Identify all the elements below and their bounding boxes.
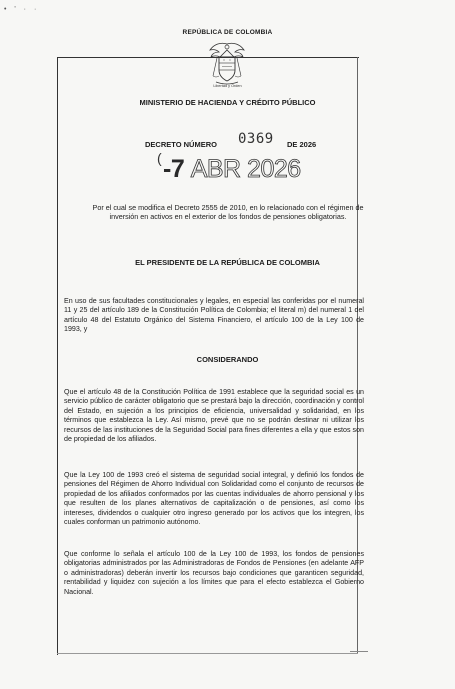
frame-bottom-edge bbox=[57, 653, 358, 654]
page-end-mark bbox=[350, 651, 368, 652]
considerando-paragraph-2: Que la Ley 100 de 1993 creó el sistema de seguridad social integral, y definió los fondos de pensiones del Régimen de Ahorro Individual con Solidaridad como el conjunto de recursos de propiedad de los afiliados conformados por las cuentas individuales de ahorro pensional y los que resulten de los planes alternativos de capitalización o de pensiones, así como los intereses, dividendos o cualquier otro ingreso generado por los activos que los integren, los cuales conforman un patrimonio autónomo. bbox=[64, 471, 364, 527]
considerando-paragraph-3: Que conforme lo señala el artículo 100 de la Ley 100 de 1993, los fondos de pensiones obligatorias administrados por las Administradoras de Fondos de Pensiones (en adelante AFP o administradoras) deberán invertir los recursos bajo condiciones que garanticen seguridad, rentabilidad y liquidez con sujeción a los límites que para el efecto establezca el Gobierno Nacional. bbox=[64, 550, 364, 596]
considerando-paragraph-1: Que el artículo 48 de la Constitución Política de 1991 establece que la seguridad social es un servicio público de carácter obligatorio que se prestará bajo la dirección, coordinación y control del Estado, en sujeción a los principios de eficiencia, universalidad y solidaridad, en los términos que establezca la Ley. Así mismo, prevé que no se podrán destinar ni utilizar los recursos de las instituciones de la Seguridad Social para fines diferentes a ella y que estos son de propiedad de los afiliados. bbox=[64, 388, 364, 444]
decree-number: 0369 bbox=[238, 131, 274, 147]
scan-marks: • ' · · bbox=[4, 6, 40, 13]
considerando-heading: CONSIDERANDO bbox=[196, 355, 259, 364]
coat-of-arms-icon bbox=[206, 40, 248, 88]
date-stamp bbox=[163, 155, 301, 184]
date-stamp-month-year: ABR 2026 bbox=[190, 155, 301, 183]
ministry-heading: MINISTERIO DE HACIENDA Y CRÉDITO PÚBLICO bbox=[139, 98, 316, 107]
stamp-bracket: ( bbox=[157, 150, 162, 166]
president-heading: EL PRESIDENTE DE LA REPÚBLICA DE COLOMBIA bbox=[135, 258, 320, 267]
decree-label: DECRETO NÚMERO bbox=[145, 140, 217, 149]
date-stamp-day: -7 bbox=[163, 155, 185, 183]
republic-heading: REPÚBLICA DE COLOMBIA bbox=[182, 29, 273, 36]
decree-summary: Por el cual se modifica el Decreto 2555 de 2010, en lo relacionado con el régimen de inversión en activos en el exterior de los fondos de pensiones obligatorias. bbox=[92, 203, 364, 222]
motto: Libertad y Orden bbox=[213, 84, 242, 88]
intro-paragraph: En uso de sus facultades constitucionales y legales, en especial las conferidas por el numeral 11 y 25 del artículo 189 de la Constitución Política de Colombia; el literal m) del numeral 1 del artículo 48 del Estatuto Orgánico del Sistema Financiero, el artículo 100 de la Ley 100 de 1993, y bbox=[64, 297, 364, 334]
decree-year: DE 2026 bbox=[287, 140, 317, 149]
